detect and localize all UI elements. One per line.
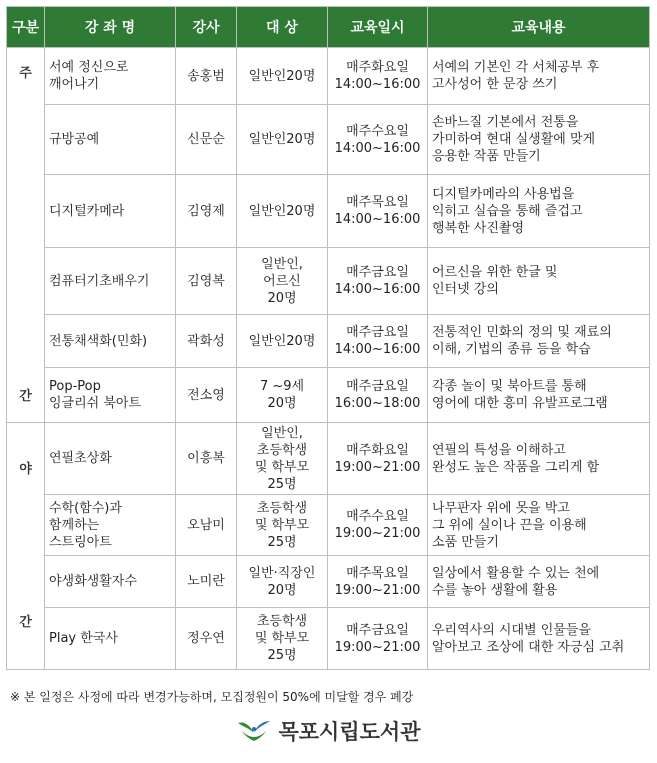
teacher-name: 신문순 [176,105,237,175]
group-night-cell [7,423,45,670]
course-content: 손바느질 기본에서 전통을 가미하여 현대 실생활에 맞게 응용한 작품 만들기 [428,105,650,175]
schedule-time: 매주금요일 14:00~16:00 [328,315,428,368]
header-schedule: 교육일시 [328,7,428,48]
teacher-name: 송홍범 [176,48,237,105]
teacher-name: 김영복 [176,248,237,315]
table-row [7,368,650,423]
table-row [7,423,650,495]
schedule-time: 매주목요일 19:00~21:00 [328,556,428,608]
table-row [7,315,650,368]
course-name: 전통채색화(민화) [45,315,176,368]
table-row [7,608,650,670]
teacher-name: 곽화성 [176,315,237,368]
teacher-name: 전소영 [176,368,237,423]
table-row [7,556,650,608]
course-name: 수학(함수)과 함께하는 스트링아트 [45,495,176,556]
header-category: 구분 [7,7,45,48]
group-daytime-cell [7,48,45,423]
course-content: 각종 놀이 및 북아트를 통해 영어에 대한 흥미 유발프로그램 [428,368,650,423]
course-name: 야생화생활자수 [45,556,176,608]
course-content: 어르신을 위한 한글 및 인터넷 강의 [428,248,650,315]
course-name: 서예 정신으로 깨어나기 [45,48,176,105]
schedule-time: 매주금요일 19:00~21:00 [328,608,428,670]
header-row [7,7,650,48]
group-daytime-char-2: 간 [19,389,32,404]
header-course-name: 강 좌 명 [45,7,176,48]
course-name: 연필초상화 [45,423,176,495]
group-night-char-1: 야 [19,462,32,477]
teacher-name: 정우연 [176,608,237,670]
library-logo [0,716,657,746]
teacher-name: 오남미 [176,495,237,556]
course-content: 서예의 기본인 각 서체공부 후 고사성어 한 문장 쓰기 [428,48,650,105]
course-content: 연필의 특성을 이해하고 완성도 높은 작품을 그리게 함 [428,423,650,495]
target-audience: 초등학생 및 학부모 25명 [237,608,328,670]
schedule-time: 매주화요일 14:00~16:00 [328,48,428,105]
target-audience: 7 ~9세 20명 [237,368,328,423]
table-row [7,495,650,556]
target-audience: 일반인, 초등학생 및 학부모 25명 [237,423,328,495]
schedule-time: 매주금요일 14:00~16:00 [328,248,428,315]
table-row [7,48,650,105]
header-target: 대 상 [237,7,328,48]
target-audience: 초등학생 및 학부모 25명 [237,495,328,556]
target-audience: 일반인20명 [237,175,328,248]
table-row [7,248,650,315]
schedule-time: 매주화요일 19:00~21:00 [328,423,428,495]
target-audience: 일반·직장인 20명 [237,556,328,608]
teacher-name: 노미란 [176,556,237,608]
library-name: 목포시립도서관 [278,720,421,744]
course-content: 전통적인 민화의 정의 및 재료의 이해, 기법의 종류 등을 학습 [428,315,650,368]
schedule-time: 매주목요일 14:00~16:00 [328,175,428,248]
schedule-time: 매주금요일 16:00~18:00 [328,368,428,423]
group-night-char-2: 간 [19,615,32,630]
header-content: 교육내용 [428,7,650,48]
course-content: 우리역사의 시대별 인물들을 알아보고 조상에 대한 자긍심 고취 [428,608,650,670]
target-audience: 일반인, 어르신 20명 [237,248,328,315]
course-name: Pop-Pop 잉글리쉬 북아트 [45,368,176,423]
course-name: Play 한국사 [45,608,176,670]
table-row [7,105,650,175]
course-name: 디지털카메라 [45,175,176,248]
footnote: ※ 본 일정은 사정에 따라 변경가능하며, 모집정원이 50%에 미달할 경우 폐강 [10,690,414,704]
course-content: 나무판자 위에 못을 박고 그 위에 실이나 끈을 이용해 소품 만들기 [428,495,650,556]
target-audience: 일반인20명 [237,315,328,368]
schedule-time: 매주수요일 14:00~16:00 [328,105,428,175]
teacher-name: 이흥복 [176,423,237,495]
teacher-name: 김영제 [176,175,237,248]
table-row [7,175,650,248]
group-daytime-char-1: 주 [19,66,32,81]
course-content: 디지털카메라의 사용법을 익히고 실습을 통해 즐겁고 행복한 사진촬영 [428,175,650,248]
target-audience: 일반인20명 [237,48,328,105]
schedule-table [6,6,650,670]
course-content: 일상에서 활용할 수 있는 천에 수를 놓아 생활에 활용 [428,556,650,608]
schedule-time: 매주수요일 19:00~21:00 [328,495,428,556]
target-audience: 일반인20명 [237,105,328,175]
course-name: 컴퓨터기초배우기 [45,248,176,315]
header-teacher: 강사 [176,7,237,48]
course-name: 규방공예 [45,105,176,175]
library-bird-logo-icon [236,717,272,745]
